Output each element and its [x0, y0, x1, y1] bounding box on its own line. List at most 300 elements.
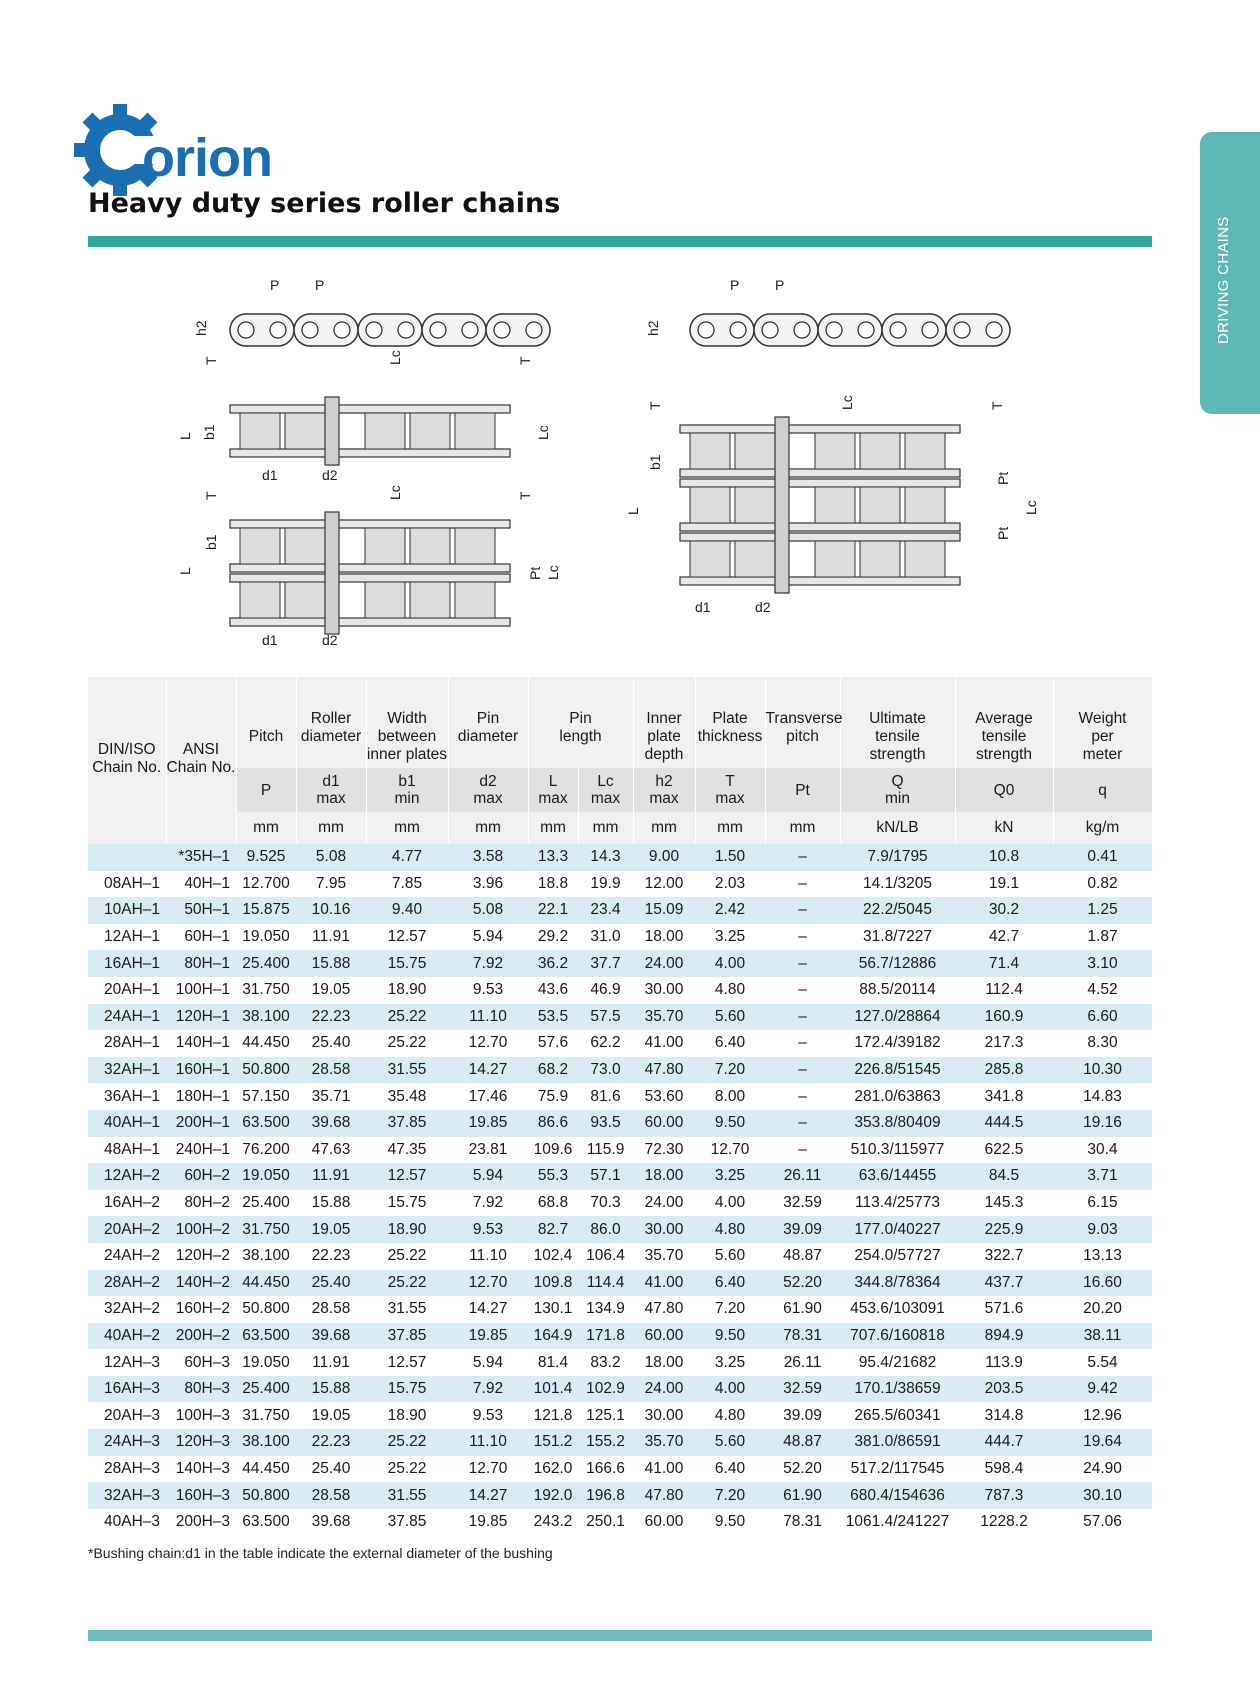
table-cell: 35.70 [633, 1243, 695, 1270]
table-cell: 9.00 [633, 844, 695, 871]
sym-cell: h2 max [633, 768, 695, 812]
table-cell: 11.91 [296, 924, 366, 951]
table-row [88, 1429, 1152, 1456]
table-row [88, 1163, 1152, 1190]
table-cell: 44.450 [236, 1456, 296, 1483]
label-d2-2: d2 [322, 632, 338, 648]
table-cell: 5.54 [1053, 1349, 1152, 1376]
table-cell: 60.00 [633, 1323, 695, 1350]
sym-cell: Pt [765, 768, 840, 812]
table-cell: 444.5 [955, 1110, 1053, 1137]
table-cell: 22.23 [296, 1004, 366, 1031]
table-cell: 121.8 [528, 1402, 578, 1429]
table-cell: 115.9 [578, 1137, 633, 1164]
table-cell: 4.52 [1053, 977, 1152, 1004]
table-cell: 32.59 [765, 1376, 840, 1403]
header-ultimate: Ultimate tensile strength [840, 677, 955, 768]
table-cell: 25.22 [366, 1004, 448, 1031]
table-cell: 7.92 [448, 950, 528, 977]
table-cell: 109.6 [528, 1137, 578, 1164]
table-cell: 9.42 [1053, 1376, 1152, 1403]
table-cell: 3.25 [695, 1349, 765, 1376]
label-p4: P [775, 277, 785, 293]
ansi-chain-no: 140H–3 [166, 1456, 236, 1483]
table-row [88, 1482, 1152, 1509]
sym-cell: d1 max [296, 768, 366, 812]
table-row [88, 1323, 1152, 1350]
table-cell: 7.20 [695, 1296, 765, 1323]
table-cell: 41.00 [633, 1456, 695, 1483]
table-cell: 1061.4/241227 [840, 1509, 955, 1536]
table-cell: 1.50 [695, 844, 765, 871]
table-cell: 24.00 [633, 1376, 695, 1403]
table-cell: 18.90 [366, 977, 448, 1004]
table-cell: – [765, 924, 840, 951]
table-cell: 30.4 [1053, 1137, 1152, 1164]
table-cell: – [765, 1110, 840, 1137]
table-cell: 41.00 [633, 1030, 695, 1057]
ansi-chain-no: 120H–1 [166, 1004, 236, 1031]
table-row [88, 1216, 1152, 1243]
table-body [88, 844, 1152, 1535]
table-cell: 95.4/21682 [840, 1349, 955, 1376]
table-cell: 46.9 [578, 977, 633, 1004]
table-cell: 9.03 [1053, 1216, 1152, 1243]
table-cell: 10.16 [296, 897, 366, 924]
label-pt2: Pt [995, 471, 1011, 485]
table-cell: 225.9 [955, 1216, 1053, 1243]
table-row [88, 1137, 1152, 1164]
ansi-chain-no: 40H–1 [166, 871, 236, 898]
table-cell: 88.5/20114 [840, 977, 955, 1004]
table-cell: 155.2 [578, 1429, 633, 1456]
chain-dimension-diagram [177, 270, 1060, 650]
label-t1: T [203, 356, 219, 365]
table-cell: 28.58 [296, 1057, 366, 1084]
chain-spec-table [88, 677, 1153, 1535]
table-cell: 18.90 [366, 1216, 448, 1243]
table-cell: 37.85 [366, 1509, 448, 1536]
din-chain-no: 20AH–3 [88, 1402, 166, 1429]
sym-cell: Lc max [578, 768, 633, 812]
ansi-chain-no: 120H–2 [166, 1243, 236, 1270]
table-cell: 7.92 [448, 1376, 528, 1403]
table-cell: 41.00 [633, 1270, 695, 1297]
table-cell: 83.2 [578, 1349, 633, 1376]
din-chain-no: 12AH–2 [88, 1163, 166, 1190]
table-cell: 4.00 [695, 950, 765, 977]
table-cell: 707.6/160818 [840, 1323, 955, 1350]
table-cell: 18.8 [528, 871, 578, 898]
table-cell: 12.96 [1053, 1402, 1152, 1429]
table-cell: 19.1 [955, 871, 1053, 898]
table-cell: 598.4 [955, 1456, 1053, 1483]
unit-cell: mm [695, 812, 765, 844]
din-chain-no: 12AH–3 [88, 1349, 166, 1376]
side-view-right [690, 314, 1010, 346]
table-cell: 47.80 [633, 1482, 695, 1509]
table-cell: 81.4 [528, 1349, 578, 1376]
table-cell: 57.150 [236, 1083, 296, 1110]
unit-cell: kg/m [1053, 812, 1152, 844]
label-d2-3: d2 [755, 599, 771, 615]
table-cell: 50.800 [236, 1482, 296, 1509]
table-cell: 81.6 [578, 1083, 633, 1110]
table-cell: 9.50 [695, 1509, 765, 1536]
din-chain-no: 32AH–3 [88, 1482, 166, 1509]
table-cell: 19.05 [296, 977, 366, 1004]
table-row [88, 871, 1152, 898]
table-cell: 8.30 [1053, 1030, 1152, 1057]
table-cell: 25.400 [236, 1376, 296, 1403]
table-cell: 24.90 [1053, 1456, 1152, 1483]
unit-cell: mm [296, 812, 366, 844]
table-cell: 30.10 [1053, 1482, 1152, 1509]
ansi-chain-no: 120H–3 [166, 1429, 236, 1456]
simplex-top-view [230, 397, 510, 465]
table-cell: 196.8 [578, 1482, 633, 1509]
table-cell: 19.05 [296, 1402, 366, 1429]
label-t3: T [203, 491, 219, 500]
table-cell: 12.57 [366, 1163, 448, 1190]
ansi-chain-no: 160H–3 [166, 1482, 236, 1509]
table-cell: 31.750 [236, 1216, 296, 1243]
table-cell: 86.6 [528, 1110, 578, 1137]
label-lc3: Lc [387, 485, 403, 500]
unit-cell: mm [633, 812, 695, 844]
din-chain-no: 28AH–1 [88, 1030, 166, 1057]
table-cell: 28.58 [296, 1482, 366, 1509]
table-cell: 177.0/40227 [840, 1216, 955, 1243]
table-cell: 11.10 [448, 1429, 528, 1456]
table-cell: 6.40 [695, 1456, 765, 1483]
table-cell: 18.00 [633, 1349, 695, 1376]
table-cell: 35.71 [296, 1083, 366, 1110]
table-cell: 31.750 [236, 1402, 296, 1429]
table-cell: 9.50 [695, 1110, 765, 1137]
label-t2: T [517, 356, 533, 365]
table-cell: 571.6 [955, 1296, 1053, 1323]
table-cell: 60.00 [633, 1509, 695, 1536]
bottom-divider [88, 1630, 1152, 1641]
table-cell: 3.71 [1053, 1163, 1152, 1190]
table-cell: 622.5 [955, 1137, 1053, 1164]
table-cell: 4.80 [695, 1402, 765, 1429]
table-cell: 35.70 [633, 1004, 695, 1031]
label-b1-1: b1 [201, 424, 217, 440]
table-cell: 322.7 [955, 1243, 1053, 1270]
table-cell: 53.5 [528, 1004, 578, 1031]
table-cell: 56.7/12886 [840, 950, 955, 977]
table-cell: 145.3 [955, 1190, 1053, 1217]
label-l3: L [625, 507, 641, 515]
table-cell: 68.2 [528, 1057, 578, 1084]
din-chain-no: 32AH–1 [88, 1057, 166, 1084]
label-t4: T [517, 491, 533, 500]
table-cell: 12.700 [236, 871, 296, 898]
table-cell: 517.2/117545 [840, 1456, 955, 1483]
ansi-chain-no: 160H–2 [166, 1296, 236, 1323]
table-cell: 30.00 [633, 1216, 695, 1243]
table-cell: 8.00 [695, 1083, 765, 1110]
table-cell: 14.3 [578, 844, 633, 871]
table-cell: 38.100 [236, 1004, 296, 1031]
sym-cell: d2 max [448, 768, 528, 812]
ansi-chain-no: 50H–1 [166, 897, 236, 924]
header-pin-length: Pin length [528, 677, 633, 768]
table-cell: 12.70 [448, 1270, 528, 1297]
table-cell: 39.68 [296, 1110, 366, 1137]
table-cell: 22.2/5045 [840, 897, 955, 924]
table-cell: 5.08 [448, 897, 528, 924]
sym-cell: q [1053, 768, 1152, 812]
table-cell: 28.58 [296, 1296, 366, 1323]
table-cell: 510.3/115977 [840, 1137, 955, 1164]
table-row [88, 1243, 1152, 1270]
table-cell: 5.08 [296, 844, 366, 871]
table-cell: 60.00 [633, 1110, 695, 1137]
table-row [88, 950, 1152, 977]
table-cell: 160.9 [955, 1004, 1053, 1031]
units-row [88, 812, 1152, 844]
table-cell: 11.10 [448, 1243, 528, 1270]
ansi-chain-no: 60H–1 [166, 924, 236, 951]
header-width: Width between inner plates [366, 677, 448, 768]
table-cell: 47.80 [633, 1296, 695, 1323]
table-cell: 47.35 [366, 1137, 448, 1164]
table-cell: 15.875 [236, 897, 296, 924]
table-cell: 15.88 [296, 1190, 366, 1217]
label-b1-3: b1 [647, 454, 663, 470]
din-chain-no: 40AH–1 [88, 1110, 166, 1137]
table-cell: 1.25 [1053, 897, 1152, 924]
table-cell: – [765, 1030, 840, 1057]
din-chain-no [88, 844, 166, 871]
table-cell: 341.8 [955, 1083, 1053, 1110]
unit-cell: mm [528, 812, 578, 844]
table-cell: 9.53 [448, 1216, 528, 1243]
table-cell: 39.09 [765, 1402, 840, 1429]
table-cell: 13.13 [1053, 1243, 1152, 1270]
label-p3: P [730, 277, 740, 293]
table-cell: 19.050 [236, 1349, 296, 1376]
table-cell: 6.60 [1053, 1004, 1152, 1031]
ansi-chain-no: 240H–1 [166, 1137, 236, 1164]
table-cell: 12.57 [366, 1349, 448, 1376]
table-cell: 25.22 [366, 1270, 448, 1297]
table-row [88, 1004, 1152, 1031]
table-cell: 86.0 [578, 1216, 633, 1243]
table-cell: 24.00 [633, 950, 695, 977]
table-cell: 19.16 [1053, 1110, 1152, 1137]
table-cell: 73.0 [578, 1057, 633, 1084]
ansi-chain-no: 60H–3 [166, 1349, 236, 1376]
table-cell: 11.10 [448, 1004, 528, 1031]
table-cell: 31.55 [366, 1296, 448, 1323]
table-cell: 37.85 [366, 1110, 448, 1137]
table-cell: 25.40 [296, 1456, 366, 1483]
table-cell: 5.94 [448, 924, 528, 951]
table-row [88, 1349, 1152, 1376]
table-cell: 353.8/80409 [840, 1110, 955, 1137]
table-cell: 63.6/14455 [840, 1163, 955, 1190]
table-cell: 31.0 [578, 924, 633, 951]
table-cell: 437.7 [955, 1270, 1053, 1297]
table-cell: 30.00 [633, 977, 695, 1004]
din-chain-no: 20AH–1 [88, 977, 166, 1004]
table-cell: 14.27 [448, 1482, 528, 1509]
header-transverse: Transverse pitch [765, 677, 840, 768]
table-cell: 14.27 [448, 1296, 528, 1323]
sym-cell: Q0 [955, 768, 1053, 812]
table-cell: 52.20 [765, 1456, 840, 1483]
ansi-chain-no: 200H–3 [166, 1509, 236, 1536]
table-cell: – [765, 871, 840, 898]
table-cell: 203.5 [955, 1376, 1053, 1403]
table-cell: 3.58 [448, 844, 528, 871]
table-cell: 24.00 [633, 1190, 695, 1217]
table-cell: 11.91 [296, 1163, 366, 1190]
label-lc1: Lc [387, 350, 403, 365]
table-cell: 23.4 [578, 897, 633, 924]
sym-cell: L max [528, 768, 578, 812]
table-row [88, 1057, 1152, 1084]
table-cell: 12.70 [448, 1030, 528, 1057]
table-cell: 15.75 [366, 1190, 448, 1217]
din-chain-no: 16AH–1 [88, 950, 166, 977]
table-row [88, 977, 1152, 1004]
sym-cell: P [236, 768, 296, 812]
din-chain-no: 24AH–2 [88, 1243, 166, 1270]
table-cell: 19.9 [578, 871, 633, 898]
ansi-chain-no: 100H–1 [166, 977, 236, 1004]
table-row [88, 1296, 1152, 1323]
table-cell: 39.68 [296, 1509, 366, 1536]
label-d1-1: d1 [262, 467, 278, 483]
table-cell: 7.85 [366, 871, 448, 898]
table-cell: 39.09 [765, 1216, 840, 1243]
table-cell: 125.1 [578, 1402, 633, 1429]
table-cell: 894.9 [955, 1323, 1053, 1350]
table-cell: 25.400 [236, 1190, 296, 1217]
table-cell: 7.95 [296, 871, 366, 898]
logo-wordmark: orion [142, 128, 272, 188]
unit-cell: kN/LB [840, 812, 955, 844]
ansi-chain-no: 80H–2 [166, 1190, 236, 1217]
table-cell: 19.85 [448, 1509, 528, 1536]
label-d2-1: d2 [322, 467, 338, 483]
table-cell: 37.85 [366, 1323, 448, 1350]
table-cell: 75.9 [528, 1083, 578, 1110]
din-chain-no: 24AH–1 [88, 1004, 166, 1031]
table-cell: 15.88 [296, 950, 366, 977]
header-inner-plate: Inner plate depth [633, 677, 695, 768]
table-cell: 25.22 [366, 1429, 448, 1456]
table-cell: 19.050 [236, 1163, 296, 1190]
table-cell: 109.8 [528, 1270, 578, 1297]
table-cell: 62.2 [578, 1030, 633, 1057]
din-chain-no: 16AH–2 [88, 1190, 166, 1217]
sym-cell: Q min [840, 768, 955, 812]
label-b1-2: b1 [203, 534, 219, 550]
table-cell: 14.1/3205 [840, 871, 955, 898]
label-pt1: Pt [527, 566, 543, 580]
symbol-row [88, 768, 1152, 812]
table-cell: 7.20 [695, 1057, 765, 1084]
table-cell: 171.8 [578, 1323, 633, 1350]
table-cell: 5.94 [448, 1163, 528, 1190]
table-cell: 63.500 [236, 1509, 296, 1536]
table-cell: 30.00 [633, 1402, 695, 1429]
table-cell: 9.50 [695, 1323, 765, 1350]
ansi-chain-no: 100H–2 [166, 1216, 236, 1243]
din-chain-no: 48AH–1 [88, 1137, 166, 1164]
table-cell: 10.30 [1053, 1057, 1152, 1084]
table-cell: 32.59 [765, 1190, 840, 1217]
table-cell: 112.4 [955, 977, 1053, 1004]
table-cell: 70.3 [578, 1190, 633, 1217]
table-cell: 3.96 [448, 871, 528, 898]
table-cell: 114.4 [578, 1270, 633, 1297]
din-chain-no: 08AH–1 [88, 871, 166, 898]
table-cell: 29.2 [528, 924, 578, 951]
table-cell: 17.46 [448, 1083, 528, 1110]
table-row [88, 924, 1152, 951]
duplex-top-view [230, 512, 510, 634]
din-chain-no: 28AH–3 [88, 1456, 166, 1483]
table-cell: 39.68 [296, 1323, 366, 1350]
label-lc6: Lc [1023, 500, 1039, 515]
unit-cell: mm [578, 812, 633, 844]
table-cell: 22.1 [528, 897, 578, 924]
table-cell: 48.87 [765, 1429, 840, 1456]
table-cell: 226.8/51545 [840, 1057, 955, 1084]
table-cell: 38.100 [236, 1429, 296, 1456]
table-cell: 50.800 [236, 1057, 296, 1084]
table-cell: 68.8 [528, 1190, 578, 1217]
table-cell: 6.40 [695, 1270, 765, 1297]
table-cell: 55.3 [528, 1163, 578, 1190]
table-cell: 250.1 [578, 1509, 633, 1536]
table-cell: 3.25 [695, 924, 765, 951]
label-t5: T [647, 401, 663, 410]
label-lc2: Lc [535, 425, 551, 440]
sym-cell: b1 min [366, 768, 448, 812]
header-ansi: ANSI Chain No. [166, 677, 236, 844]
table-cell: 151.2 [528, 1429, 578, 1456]
top-divider [88, 236, 1152, 247]
table-cell: 42.7 [955, 924, 1053, 951]
table-cell: 113.4/25773 [840, 1190, 955, 1217]
table-row [88, 1110, 1152, 1137]
table-cell: 26.11 [765, 1163, 840, 1190]
table-cell: 5.60 [695, 1243, 765, 1270]
ansi-chain-no: 180H–1 [166, 1083, 236, 1110]
table-cell: 15.75 [366, 950, 448, 977]
table-cell: – [765, 1137, 840, 1164]
table-cell: 15.09 [633, 897, 695, 924]
table-cell: 30.2 [955, 897, 1053, 924]
table-cell: 22.23 [296, 1429, 366, 1456]
ansi-chain-no: 140H–2 [166, 1270, 236, 1297]
table-cell: 134.9 [578, 1296, 633, 1323]
table-cell: 0.41 [1053, 844, 1152, 871]
table-cell: 72.30 [633, 1137, 695, 1164]
table-cell: 93.5 [578, 1110, 633, 1137]
unit-cell: mm [448, 812, 528, 844]
table-cell: 7.9/1795 [840, 844, 955, 871]
label-h2-b: h2 [645, 320, 661, 336]
